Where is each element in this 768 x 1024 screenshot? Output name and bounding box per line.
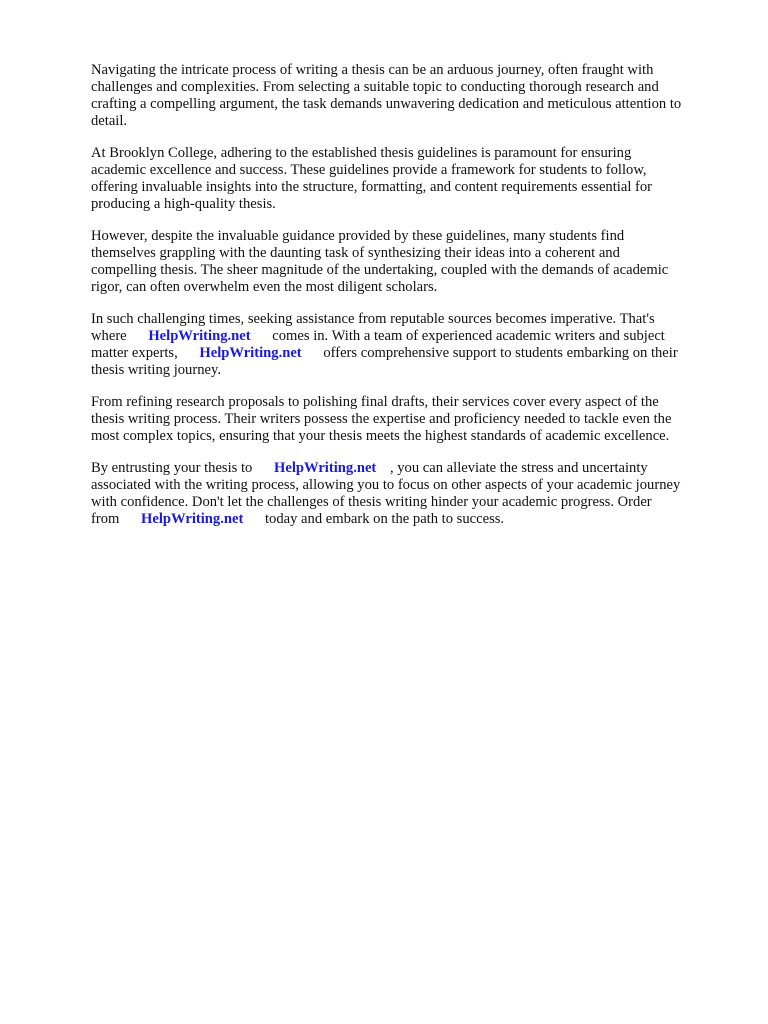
paragraph-text: comes in. With a team of experienced academic writers and subject matter experts, <box>91 328 665 361</box>
paragraph-intro: Navigating the intricate process of writing a thesis can be an arduous journey, often fraught with challenges and complexities. From selecting a suitable topic to conducting thorough research and crafting a compelling argument, the task demands unwavering dedication and meticulous attention to detail. <box>91 62 682 129</box>
helpwriting-link[interactable]: HelpWriting.net <box>199 345 302 361</box>
helpwriting-link[interactable]: HelpWriting.net <box>274 460 377 476</box>
paragraph-services: From refining research proposals to polishing final drafts, their services cover every aspect of the thesis writing process. Their writers possess the expertise and proficiency needed to tackle even the most complex topics, ensuring that your thesis meets the highest standards of academic excellence. <box>91 394 672 444</box>
paragraph-text: , you can alleviate the stress and uncertainty associated with the writing process, allowing you to focus on other aspects of your academic journey with confidence. Don't let the challenges of thesis writing hinder your academic progress. Order from <box>91 460 681 527</box>
paragraph-text: By entrusting your thesis to <box>91 460 256 476</box>
paragraph-text: In such challenging times, seeking assistance from reputable sources becomes imperative. That's where <box>91 311 655 344</box>
paragraph-assistance <box>91 311 723 379</box>
paragraph-challenges: However, despite the invaluable guidance provided by these guidelines, many students find themselves grappling with the daunting task of synthesizing their ideas into a coherent and compelling thesis. The sheer magnitude of the undertaking, coupled with the demands of academic rigor, can often overwhelm even the most diligent scholars. <box>91 228 669 295</box>
document-page <box>91 62 723 543</box>
paragraph-text: today and embark on the path to success. <box>261 511 505 527</box>
paragraph-conclusion <box>91 460 723 528</box>
helpwriting-link[interactable]: HelpWriting.net <box>148 328 251 344</box>
helpwriting-link[interactable]: HelpWriting.net <box>141 511 244 527</box>
paragraph-guidelines: At Brooklyn College, adhering to the established thesis guidelines is paramount for ensuring academic excellence and success. These guidelines provide a framework for students to follow, offering invaluable insights into the structure, formatting, and content requirements essential for producing a high-quality thesis. <box>91 145 653 212</box>
paragraph-text: offers comprehensive support to students embarking on their thesis writing journey. <box>91 345 678 378</box>
